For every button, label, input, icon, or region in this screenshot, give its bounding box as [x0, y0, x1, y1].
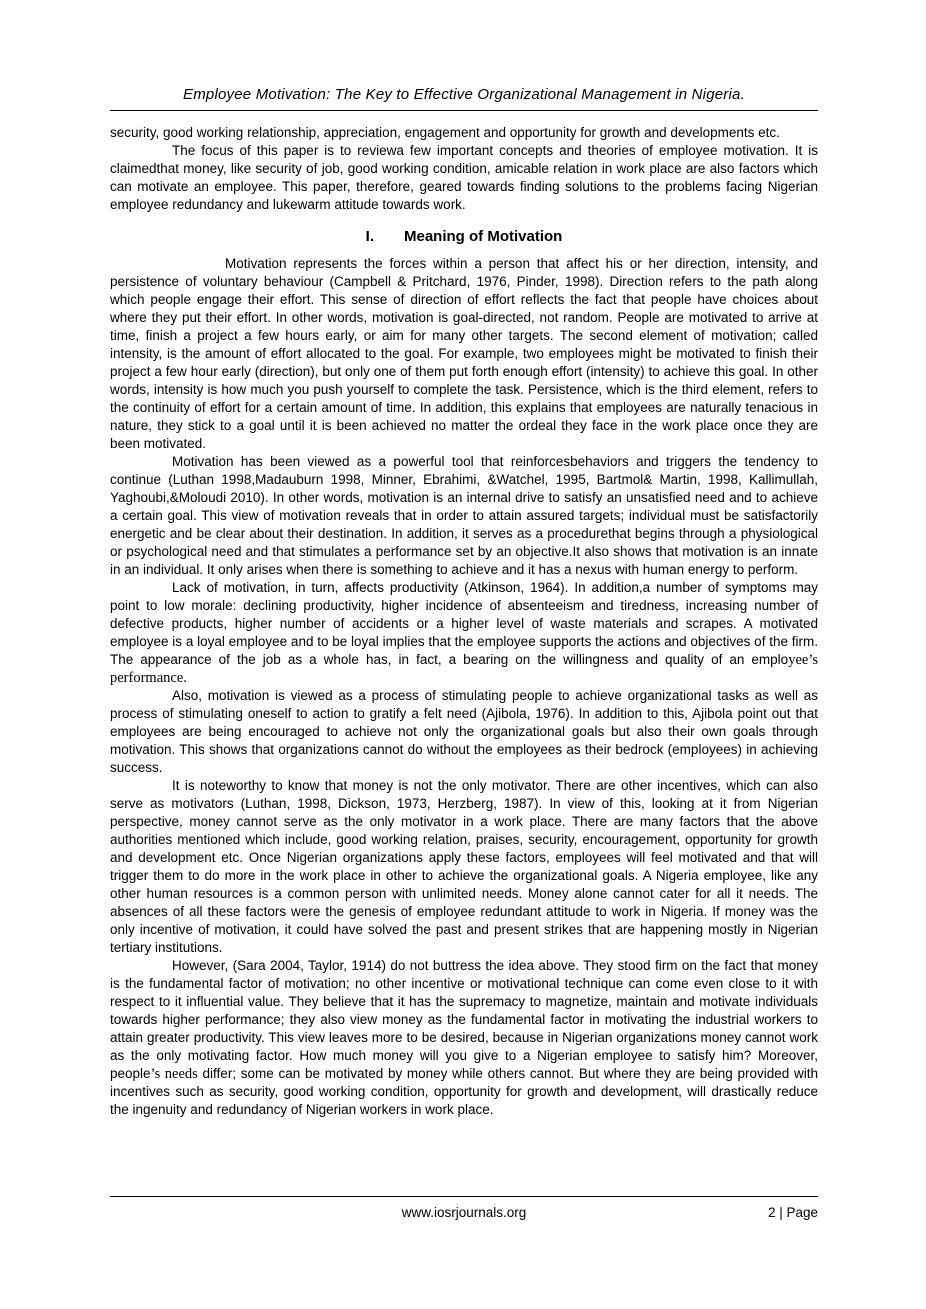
paragraph: Motivation has been viewed as a powerful tool that reinforcesbehaviors and triggers the tendency to continue (Luthan 1998,Madauburn 1998, Minner, Ebrahimi, &Watchel, 1995, Bartmol& Martin, 1998, Kallimullah, Yaghoubi,&Moloudi 2010). In other words, motivation is an internal drive to satisfy an unsatisfied need and to achieve a certain goal. This view of motivation reveals that in order to attain assured targets; individual must be satisfactorily energetic and be clear about their destination. In addition, it serves as a procedurethat begins through a physiological or psychological need and that stimulates a performance set by an objective.It also shows that motivation is an innate in an individual. It only arises when there is something to achieve and it has a nexus with human energy to perform.	[110, 454, 818, 577]
paragraph: security, good working relationship, appreciation, engagement and opportunity for growth and developments etc.	[110, 125, 780, 140]
running-header-title: Employee Motivation: The Key to Effective Organizational Management in Nigeria.	[110, 86, 818, 111]
paragraph-serif-run: yee’s performance.	[110, 652, 818, 686]
paragraph: The focus of this paper is to reviewa few important concepts and theories of employee motivation. It is claimedthat money, like security of job, good working condition, amicable relation in work place are also factors which can motivate an employee. This paper, therefore, geared towards finding solutions to the problems facing Nigerian employee redundancy and lukewarm attitude towards work.	[110, 143, 818, 212]
paragraph-text: Lack of motivation, in turn, affects productivity (Atkinson, 1964). In addition,a number of symptoms may point to low morale: declining productivity, higher incidence of absenteeism and tiredness, increasing number of defective products, higher number of accidents or a higher level of waste materials and scrapes. A motivated employee is a loyal employee and to be loyal implies that the employee supports the actions and objectives of the firm. The appearance of the job as a whole has, in fact, a bearing on the willingness and quality of an emplo	[110, 580, 818, 667]
paragraph: Also, motivation is viewed as a process of stimulating people to achieve organizational tasks as well as process of stimulating oneself to action to gratify a felt need (Ajibola, 1976). In addition to this, Ajibola point out that employees are being encouraged to achieve not only the organizational goals but also their own goals through motivation. This shows that organizations cannot do without the employees as their bedrock (employees) in achieving success.	[110, 688, 818, 775]
paragraph: It is noteworthy to know that money is not the only motivator. There are other incentives, which can also serve as motivators (Luthan, 1998, Dickson, 1973, Herzberg, 1987). In view of this, looking at it from Nigerian perspective, money cannot serve as the only motivator in a work place. There are many factors that the above authorities mentioned which include, good working relation, praises, security, encouragement, opportunity for growth and development etc. Once Nigerian organizations apply these factors, employees will feel motivated and that will trigger them to do more in the work place in other to achieve the organizational goals. A Nigeria employee, like any other human resources is a common person with unlimited needs. Money alone cannot cater for all it needs. The absences of all these factors were the genesis of employee redundant attitude to work in Nigeria. If money was the only incentive of motivation, it could have solved the past and present strikes that are happening mostly in Nigerian tertiary institutions.	[110, 778, 818, 955]
paragraph-serif-run: ’s needs	[150, 1066, 198, 1082]
section-title: Meaning of Motivation	[404, 228, 563, 245]
footer-url: www.iosrjournals.org	[401, 1205, 527, 1220]
body-text	[110, 124, 818, 1119]
section-heading	[110, 228, 818, 246]
paragraph-text: However, (Sara 2004, Taylor, 1914) do not buttress the idea above. They stood firm on the fact that money is the fundamental factor of motivation; no other incentive or motivational technique can come even close to it with respect to it influential value. They believe that it has the supremacy to magnetize, maintain and motivate individuals towards higher performance; they also view money as the fundamental factor in motivating the industrial workers to attain greater productivity. This view leaves more to be desired, because in Nigerian organizations money cannot work as the only motivating factor. How much money will you give to a Nigerian employee to satisfy him? Moreover, people	[110, 958, 818, 1081]
paragraph	[110, 957, 818, 1119]
page-content	[110, 86, 818, 1119]
paragraph	[110, 579, 818, 687]
section-number: I.	[365, 228, 374, 245]
page-number: 2 | Page	[767, 1205, 818, 1220]
paragraph-text: differ; some can be motivated by money while others cannot. But where they are being provided with incentives such as security, good working condition, opportunity for growth and development, will drastically reduce the ingenuity and redundancy of Nigerian workers in work place.	[110, 1066, 818, 1117]
page-footer	[110, 1196, 818, 1220]
paragraph: Motivation represents the forces within a person that affect his or her direction, intensity, and persistence of voluntary behaviour (Campbell & Pritchard, 1976, Pinder, 1998). Direction refers to the path along which people engage their effort. This sense of direction of effort reflects the fact that people have choices about where they put their effort. In other words, motivation is goal-directed, not random. People are motivated to arrive at time, finish a project a few hours early, or aim for many other targets. The second element of motivation; called intensity, is the amount of effort allocated to the goal. For example, two employees might be motivated to finish their project a few hour early (direction), but only one of them put forth enough effort (intensity) to achieve this goal. In other words, intensity is how much you push yourself to complete the task. Persistence, which is the third element, refers to the continuity of effort for a certain amount of time. In addition, this explains that employees are naturally tenacious in nature, they stick to a goal until it is been achieved no matter the ordeal they face in the work place once they are been motivated.	[110, 256, 818, 451]
